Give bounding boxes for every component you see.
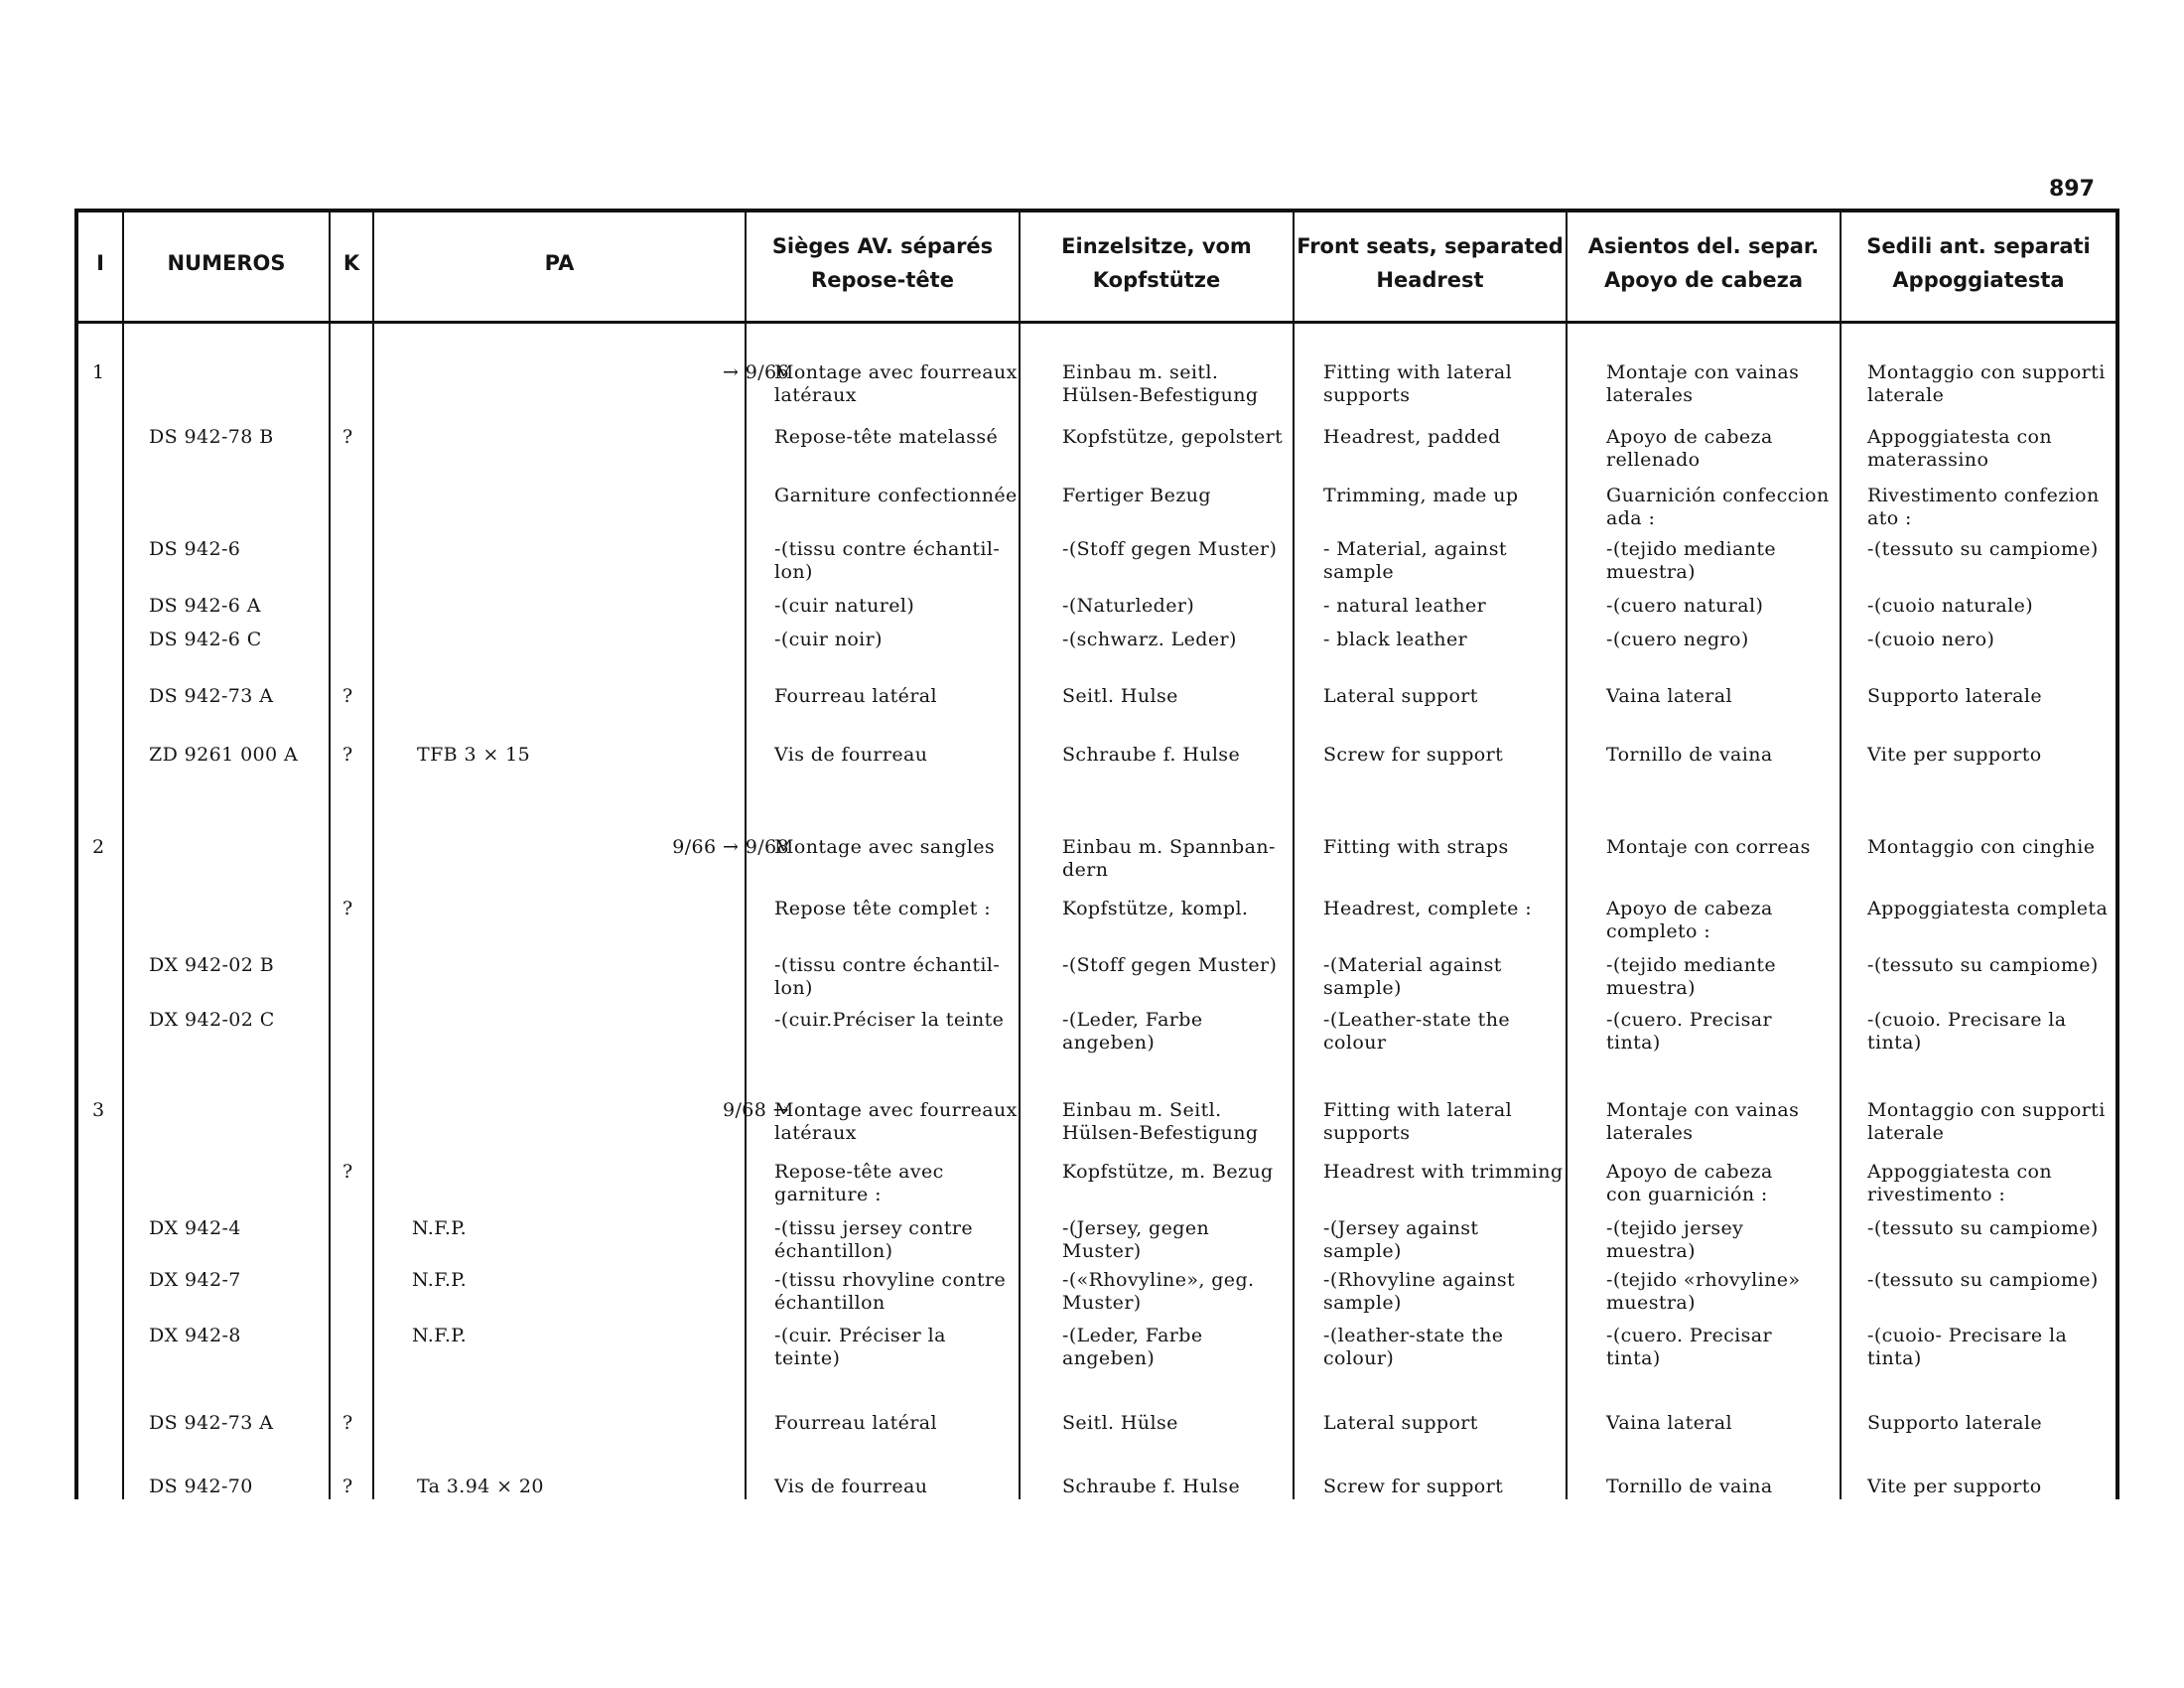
- cell-fr: -(cuir.Préciser la teinte: [774, 1009, 1005, 1031]
- cell-en: Fitting with lateral supports: [1323, 361, 1513, 406]
- cell-fr: Repose-tête matelassé: [774, 426, 999, 448]
- cell-es: -(tejido mediante muestra): [1606, 954, 1777, 999]
- cell-k: ?: [342, 426, 353, 448]
- cell-it: Appoggiatesta con materassino: [1867, 426, 2052, 471]
- cell-de: -(Jersey, gegen Muster): [1062, 1217, 1210, 1262]
- cell-en: Fitting with lateral supports: [1323, 1099, 1513, 1144]
- cell-it: Vite per supporto: [1867, 1476, 2042, 1497]
- page-number: 897: [2049, 177, 2095, 202]
- cell-fr: -(tissu jersey contre échantillon): [774, 1217, 973, 1262]
- cell-numero: ZD 9261 000 A: [149, 744, 299, 766]
- cell-de: -(Stoff gegen Muster): [1062, 954, 1278, 976]
- cell-fr: Montage avec sangles: [774, 836, 996, 858]
- cell-numero: DX 942-02 B: [149, 954, 275, 976]
- header-de-line1: Einzelsitze, vom: [1061, 234, 1252, 258]
- cell-numero: DX 942-8: [149, 1325, 241, 1346]
- cell-numero: DX 942-7: [149, 1269, 241, 1291]
- cell-numero: DS 942-73 A: [149, 685, 274, 707]
- cell-es: Montaje con vainas laterales: [1606, 1099, 1800, 1144]
- cell-en: Headrest with trimming: [1323, 1161, 1564, 1183]
- header-it: [1842, 209, 2116, 318]
- header-it-line1: Sedili ant. separati: [1866, 234, 2091, 258]
- cell-numero: DX 942-02 C: [149, 1009, 275, 1031]
- cell-de: Kopfstütze, gepolstert: [1062, 426, 1284, 448]
- cell-pa: N.F.P.: [412, 1325, 468, 1346]
- cell-k: ?: [342, 685, 353, 707]
- cell-de: Seitl. Hülse: [1062, 1412, 1178, 1434]
- cell-pa: Ta 3.94 × 20: [417, 1476, 544, 1497]
- cell-fr: Montage avec fourreaux latéraux: [774, 1099, 1018, 1144]
- cell-en: -(Material against sample): [1323, 954, 1502, 999]
- cell-numero: DS 942-6 A: [149, 595, 261, 617]
- cell-es: Apoyo de cabeza completo :: [1606, 898, 1773, 942]
- parts-table: [74, 209, 2119, 1499]
- cell-fr: -(cuir noir): [774, 629, 883, 650]
- cell-i: 3: [92, 1099, 105, 1121]
- cell-fr: Vis de fourreau: [774, 744, 928, 766]
- col-divider: [329, 209, 331, 1499]
- header-k-label: K: [342, 251, 360, 275]
- cell-en: -(Jersey against sample): [1323, 1217, 1479, 1262]
- cell-de: -(Stoff gegen Muster): [1062, 538, 1278, 560]
- cell-it: -(cuoio naturale): [1867, 595, 2034, 617]
- cell-fr: -(tissu rhovyline contre échantillon: [774, 1269, 1007, 1314]
- cell-es: -(tejido «rhovyline» muestra): [1606, 1269, 1801, 1314]
- cell-de: Kopfstütze, kompl.: [1062, 898, 1249, 919]
- cell-k: ?: [342, 898, 353, 919]
- cell-fr: Montage avec fourreaux latéraux: [774, 361, 1018, 406]
- cell-k: ?: [342, 1161, 353, 1183]
- cell-k: ?: [342, 744, 353, 766]
- cell-es: Tornillo de vaina: [1606, 744, 1773, 766]
- header-es: [1568, 209, 1840, 318]
- cell-es: -(tejido jersey muestra): [1606, 1217, 1744, 1262]
- cell-es: -(tejido mediante muestra): [1606, 538, 1777, 583]
- cell-it: Appoggiatesta con rivestimento :: [1867, 1161, 2052, 1205]
- cell-en: -(leather-state the colour): [1323, 1325, 1504, 1369]
- cell-i: 2: [92, 836, 105, 858]
- cell-fr: Vis de fourreau: [774, 1476, 928, 1497]
- cell-pa: → 9/66: [722, 361, 789, 383]
- cell-i: 1: [92, 361, 105, 383]
- cell-it: Appoggiatesta completa: [1867, 898, 2109, 919]
- header-es-line2: Apoyo de cabeza: [1603, 268, 1803, 292]
- cell-es: Guarnición confeccion ada :: [1606, 485, 1830, 529]
- cell-de: Einbau m. seitl. Hülsen-Befestigung: [1062, 361, 1259, 406]
- cell-it: -(cuoio. Precisare la tinta): [1867, 1009, 2067, 1054]
- cell-it: Vite per supporto: [1867, 744, 2042, 766]
- cell-fr: -(cuir naturel): [774, 595, 915, 617]
- cell-de: Einbau m. Seitl. Hülsen-Befestigung: [1062, 1099, 1259, 1144]
- cell-es: -(cuero. Precisar tinta): [1606, 1325, 1773, 1369]
- header-en-line2: Headrest: [1376, 268, 1484, 292]
- cell-en: Screw for support: [1323, 1476, 1504, 1497]
- cell-en: Lateral support: [1323, 685, 1478, 707]
- header-de: [1021, 209, 1293, 318]
- cell-numero: DS 942-6 C: [149, 629, 262, 650]
- cell-es: Vaina lateral: [1606, 685, 1732, 707]
- header-i-label: I: [96, 251, 104, 275]
- cell-it: Montaggio con supporti laterale: [1867, 1099, 2106, 1144]
- cell-de: Fertiger Bezug: [1062, 485, 1211, 506]
- cell-k: ?: [342, 1476, 353, 1497]
- cell-it: Supporto laterale: [1867, 685, 2043, 707]
- header-fr-line2: Repose-tête: [811, 268, 954, 292]
- cell-numero: DS 942-78 B: [149, 426, 274, 448]
- col-divider: [122, 209, 124, 1499]
- cell-en: Lateral support: [1323, 1412, 1478, 1434]
- header-de-line2: Kopfstütze: [1092, 268, 1221, 292]
- cell-pa: TFB 3 × 15: [417, 744, 531, 766]
- cell-it: -(tessuto su campiome): [1867, 1269, 2099, 1291]
- cell-fr: -(cuir. Préciser la teinte): [774, 1325, 946, 1369]
- cell-en: Screw for support: [1323, 744, 1504, 766]
- cell-it: Montaggio con supporti laterale: [1867, 361, 2106, 406]
- cell-it: -(cuoio nero): [1867, 629, 1995, 650]
- header-it-line2: Appoggiatesta: [1892, 268, 2065, 292]
- cell-de: -(Leder, Farbe angeben): [1062, 1009, 1203, 1054]
- cell-k: ?: [342, 1412, 353, 1434]
- header-k: [331, 209, 372, 318]
- cell-numero: DS 942-73 A: [149, 1412, 274, 1434]
- header-numeros: [124, 209, 329, 318]
- cell-en: Fitting with straps: [1323, 836, 1509, 858]
- cell-numero: DS 942-6: [149, 538, 241, 560]
- cell-fr: Repose-tête avec garniture :: [774, 1161, 944, 1205]
- cell-fr: Garniture confectionnée: [774, 485, 1018, 506]
- cell-es: Montaje con vainas laterales: [1606, 361, 1800, 406]
- cell-de: Schraube f. Hulse: [1062, 1476, 1241, 1497]
- header-es-line1: Asientos del. separ.: [1587, 234, 1820, 258]
- cell-de: Seitl. Hulse: [1062, 685, 1178, 707]
- cell-pa: 9/68 →: [722, 1099, 789, 1121]
- header-pa: [374, 209, 745, 318]
- header-numeros-label: NUMEROS: [167, 251, 286, 275]
- cell-es: Tornillo de vaina: [1606, 1476, 1773, 1497]
- cell-en: -(Rhovyline against sample): [1323, 1269, 1516, 1314]
- cell-en: Headrest, padded: [1323, 426, 1501, 448]
- cell-es: Apoyo de cabeza rellenado: [1606, 426, 1773, 471]
- cell-de: Kopfstütze, m. Bezug: [1062, 1161, 1274, 1183]
- cell-it: -(tessuto su campiome): [1867, 1217, 2099, 1239]
- cell-es: Vaina lateral: [1606, 1412, 1732, 1434]
- cell-en: Headrest, complete :: [1323, 898, 1532, 919]
- cell-fr: Fourreau latéral: [774, 685, 938, 707]
- cell-en: -(Leather-state the colour: [1323, 1009, 1510, 1054]
- cell-pa: N.F.P.: [412, 1269, 468, 1291]
- cell-es: Montaje con correas: [1606, 836, 1811, 858]
- cell-fr: -(tissu contre échantil- lon): [774, 538, 1001, 583]
- cell-en: - black leather: [1323, 629, 1468, 650]
- cell-pa: 9/66 → 9/68: [672, 836, 789, 858]
- cell-de: Einbau m. Spannban- dern: [1062, 836, 1276, 881]
- header-fr: [747, 209, 1019, 318]
- cell-fr: Fourreau latéral: [774, 1412, 938, 1434]
- header-en-line1: Front seats, separated: [1297, 234, 1564, 258]
- cell-it: -(tessuto su campiome): [1867, 538, 2099, 560]
- cell-pa: N.F.P.: [412, 1217, 468, 1239]
- header-pa-label: PA: [544, 251, 575, 275]
- cell-en: Trimming, made up: [1323, 485, 1519, 506]
- cell-es: Apoyo de cabeza con guarnición :: [1606, 1161, 1773, 1205]
- cell-it: Rivestimento confezion ato :: [1867, 485, 2100, 529]
- col-divider: [372, 209, 374, 1499]
- cell-numero: DS 942-70: [149, 1476, 253, 1497]
- cell-en: - natural leather: [1323, 595, 1487, 617]
- cell-de: Schraube f. Hulse: [1062, 744, 1241, 766]
- cell-it: -(cuoio- Precisare la tinta): [1867, 1325, 2068, 1369]
- header-en: [1295, 209, 1566, 318]
- header-fr-line1: Sièges AV. séparés: [771, 234, 994, 258]
- cell-es: -(cuero negro): [1606, 629, 1749, 650]
- cell-fr: Repose tête complet :: [774, 898, 992, 919]
- cell-it: Supporto laterale: [1867, 1412, 2043, 1434]
- cell-es: -(cuero natural): [1606, 595, 1764, 617]
- cell-numero: DX 942-4: [149, 1217, 241, 1239]
- left-border: [74, 209, 78, 1499]
- cell-it: -(tessuto su campiome): [1867, 954, 2099, 976]
- cell-es: -(cuero. Precisar tinta): [1606, 1009, 1773, 1054]
- cell-it: Montaggio con cinghie: [1867, 836, 2096, 858]
- cell-de: -(schwarz. Leder): [1062, 629, 1237, 650]
- cell-fr: -(tissu contre échantil- lon): [774, 954, 1001, 999]
- cell-de: -(«Rhovyline», geg. Muster): [1062, 1269, 1255, 1314]
- header-divider: [74, 321, 2117, 324]
- cell-de: -(Leder, Farbe angeben): [1062, 1325, 1203, 1369]
- cell-en: - Material, against sample: [1323, 538, 1507, 583]
- header-i: [78, 209, 122, 318]
- cell-de: -(Naturleder): [1062, 595, 1195, 617]
